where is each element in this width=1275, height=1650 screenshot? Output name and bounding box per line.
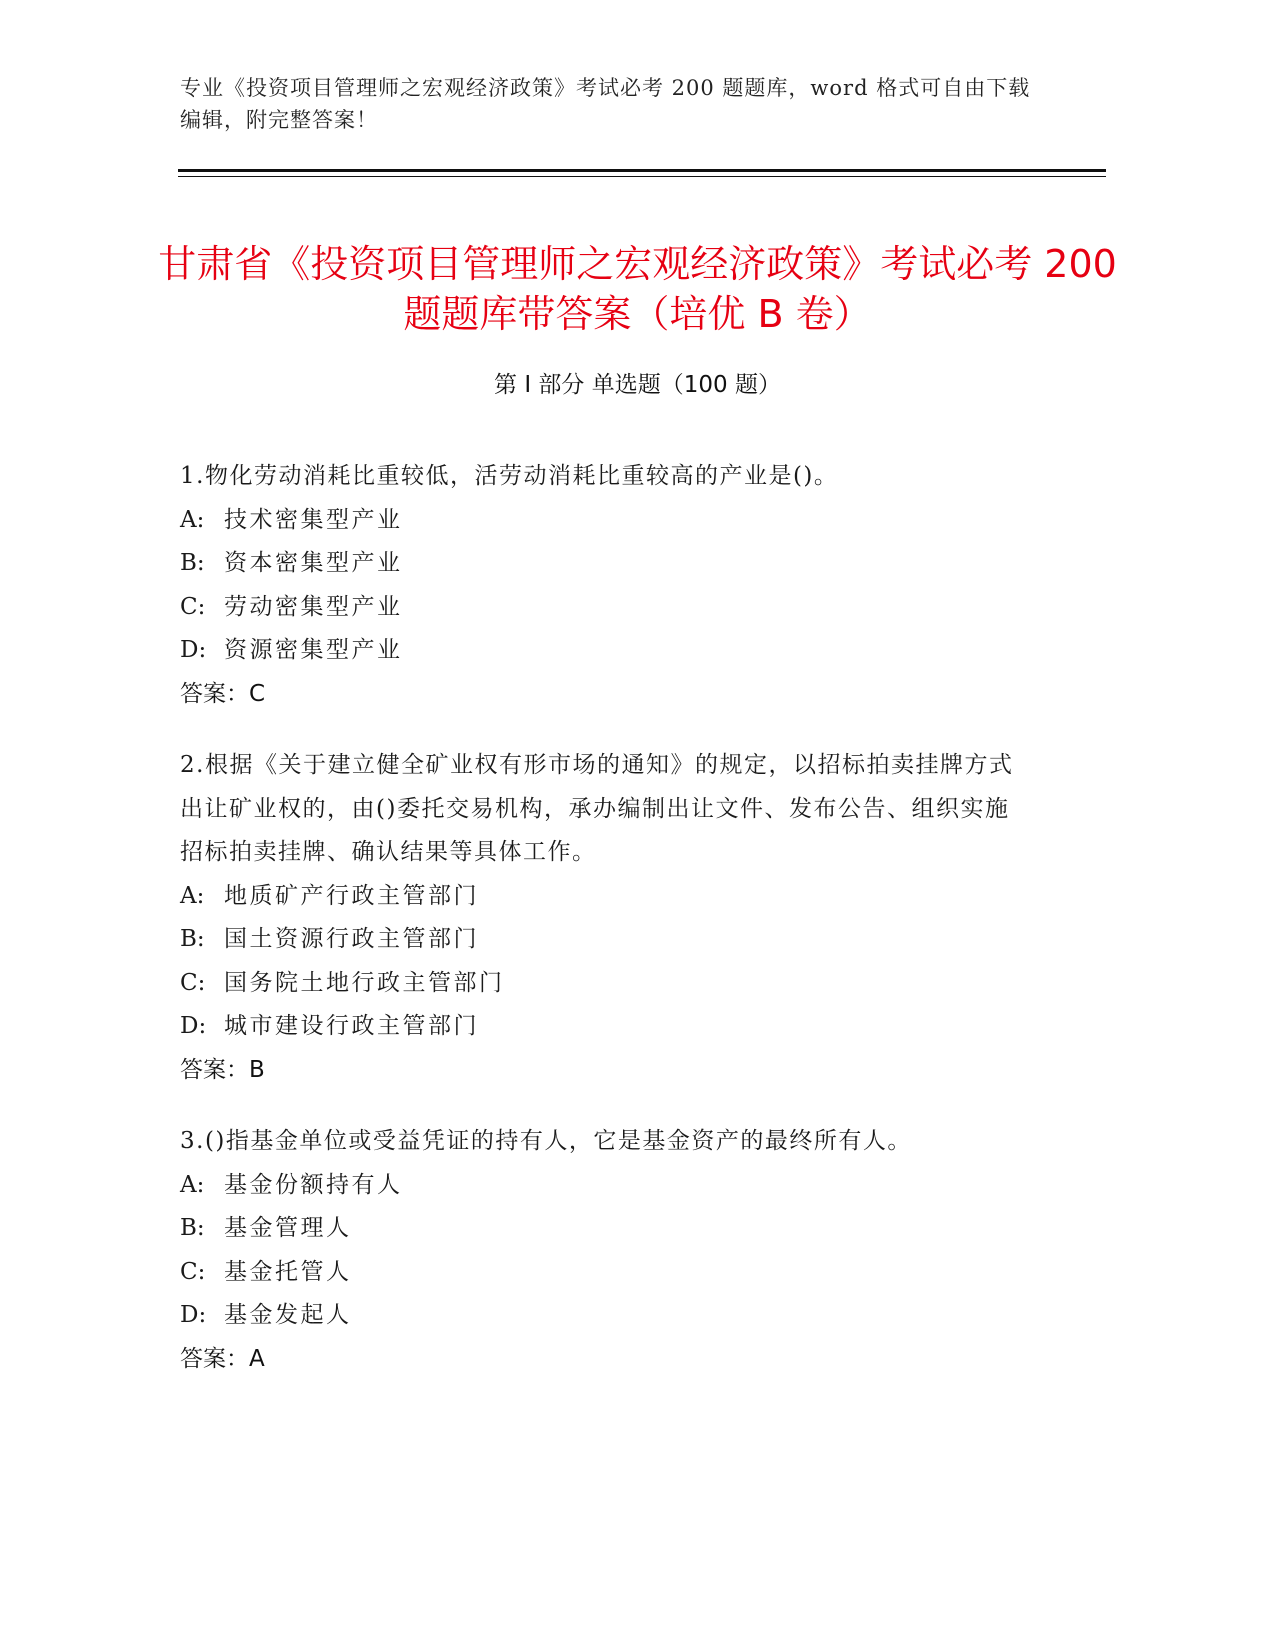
- option-b: [180, 1207, 1030, 1251]
- header-rule-thick: [178, 169, 1106, 172]
- option-letter: A:: [180, 1171, 205, 1198]
- question-2: [180, 744, 1030, 1092]
- question-stem: 2.根据《关于建立健全矿业权有形市场的通知》的规定，以招标拍卖挂牌方式出让矿业权的，由()委托交易机构，承办编制出让文件、发布公告、组织实施招标拍卖挂牌、确认结果等具体工作。: [180, 752, 1014, 865]
- option-letter: B:: [180, 550, 205, 576]
- option-letter: B:: [180, 1215, 205, 1241]
- question-list: [180, 455, 1030, 1409]
- option-text: 资源密集型产业: [224, 637, 403, 663]
- option-letter: B:: [180, 926, 205, 952]
- option-letter: D:: [180, 637, 207, 663]
- option-list: [180, 875, 1030, 1049]
- option-text: 技术密集型产业: [224, 506, 403, 533]
- option-text: 基金份额持有人: [224, 1171, 403, 1198]
- option-list: [180, 499, 1030, 673]
- option-letter: D:: [180, 1302, 207, 1328]
- option-letter: A:: [180, 882, 205, 909]
- option-c: [180, 586, 1030, 630]
- option-text: 城市建设行政主管部门: [224, 1013, 479, 1039]
- option-a: [180, 875, 1030, 919]
- option-d: [180, 1294, 1030, 1338]
- option-letter: C:: [180, 593, 206, 620]
- option-text: 劳动密集型产业: [224, 593, 403, 620]
- option-letter: A:: [180, 506, 205, 533]
- header-note: 专业《投资项目管理师之宏观经济政策》考试必考 200 题题库，word 格式可自由下载编辑，附完整答案！: [180, 76, 1031, 132]
- question-stem: 3.()指基金单位或受益凭证的持有人，它是基金资产的最终所有人。: [180, 1128, 912, 1154]
- option-c: [180, 1251, 1030, 1295]
- option-letter: D:: [180, 1013, 207, 1039]
- option-text: 基金发起人: [224, 1302, 352, 1328]
- option-text: 基金托管人: [224, 1258, 352, 1285]
- option-c: [180, 962, 1030, 1006]
- option-text: 地质矿产行政主管部门: [224, 882, 479, 909]
- option-letter: C:: [180, 1258, 206, 1285]
- answer-line: 答案：A: [180, 1345, 265, 1372]
- option-text: 国土资源行政主管部门: [224, 926, 479, 952]
- question-stem: 1.物化劳动消耗比重较低，活劳动消耗比重较高的产业是()。: [180, 463, 839, 489]
- option-d: [180, 629, 1030, 673]
- option-a: [180, 499, 1030, 543]
- answer-line: 答案：C: [180, 680, 266, 707]
- question-3: [180, 1120, 1030, 1381]
- option-list: [180, 1164, 1030, 1338]
- answer-line: 答案：B: [180, 1056, 265, 1083]
- option-a: [180, 1164, 1030, 1208]
- option-text: 资本密集型产业: [224, 550, 403, 576]
- header-rule-thin: [178, 176, 1106, 177]
- question-1: [180, 455, 1030, 716]
- document-title: 甘肃省《投资项目管理师之宏观经济政策》考试必考 200 题题库带答案（培优 B 卷）: [158, 242, 1117, 337]
- option-d: [180, 1005, 1030, 1049]
- option-b: [180, 918, 1030, 962]
- option-b: [180, 542, 1030, 586]
- option-text: 基金管理人: [224, 1215, 352, 1241]
- option-letter: C:: [180, 969, 206, 996]
- section-title: 第 I 部分 单选题（100 题）: [494, 372, 781, 398]
- option-text: 国务院土地行政主管部门: [224, 969, 505, 996]
